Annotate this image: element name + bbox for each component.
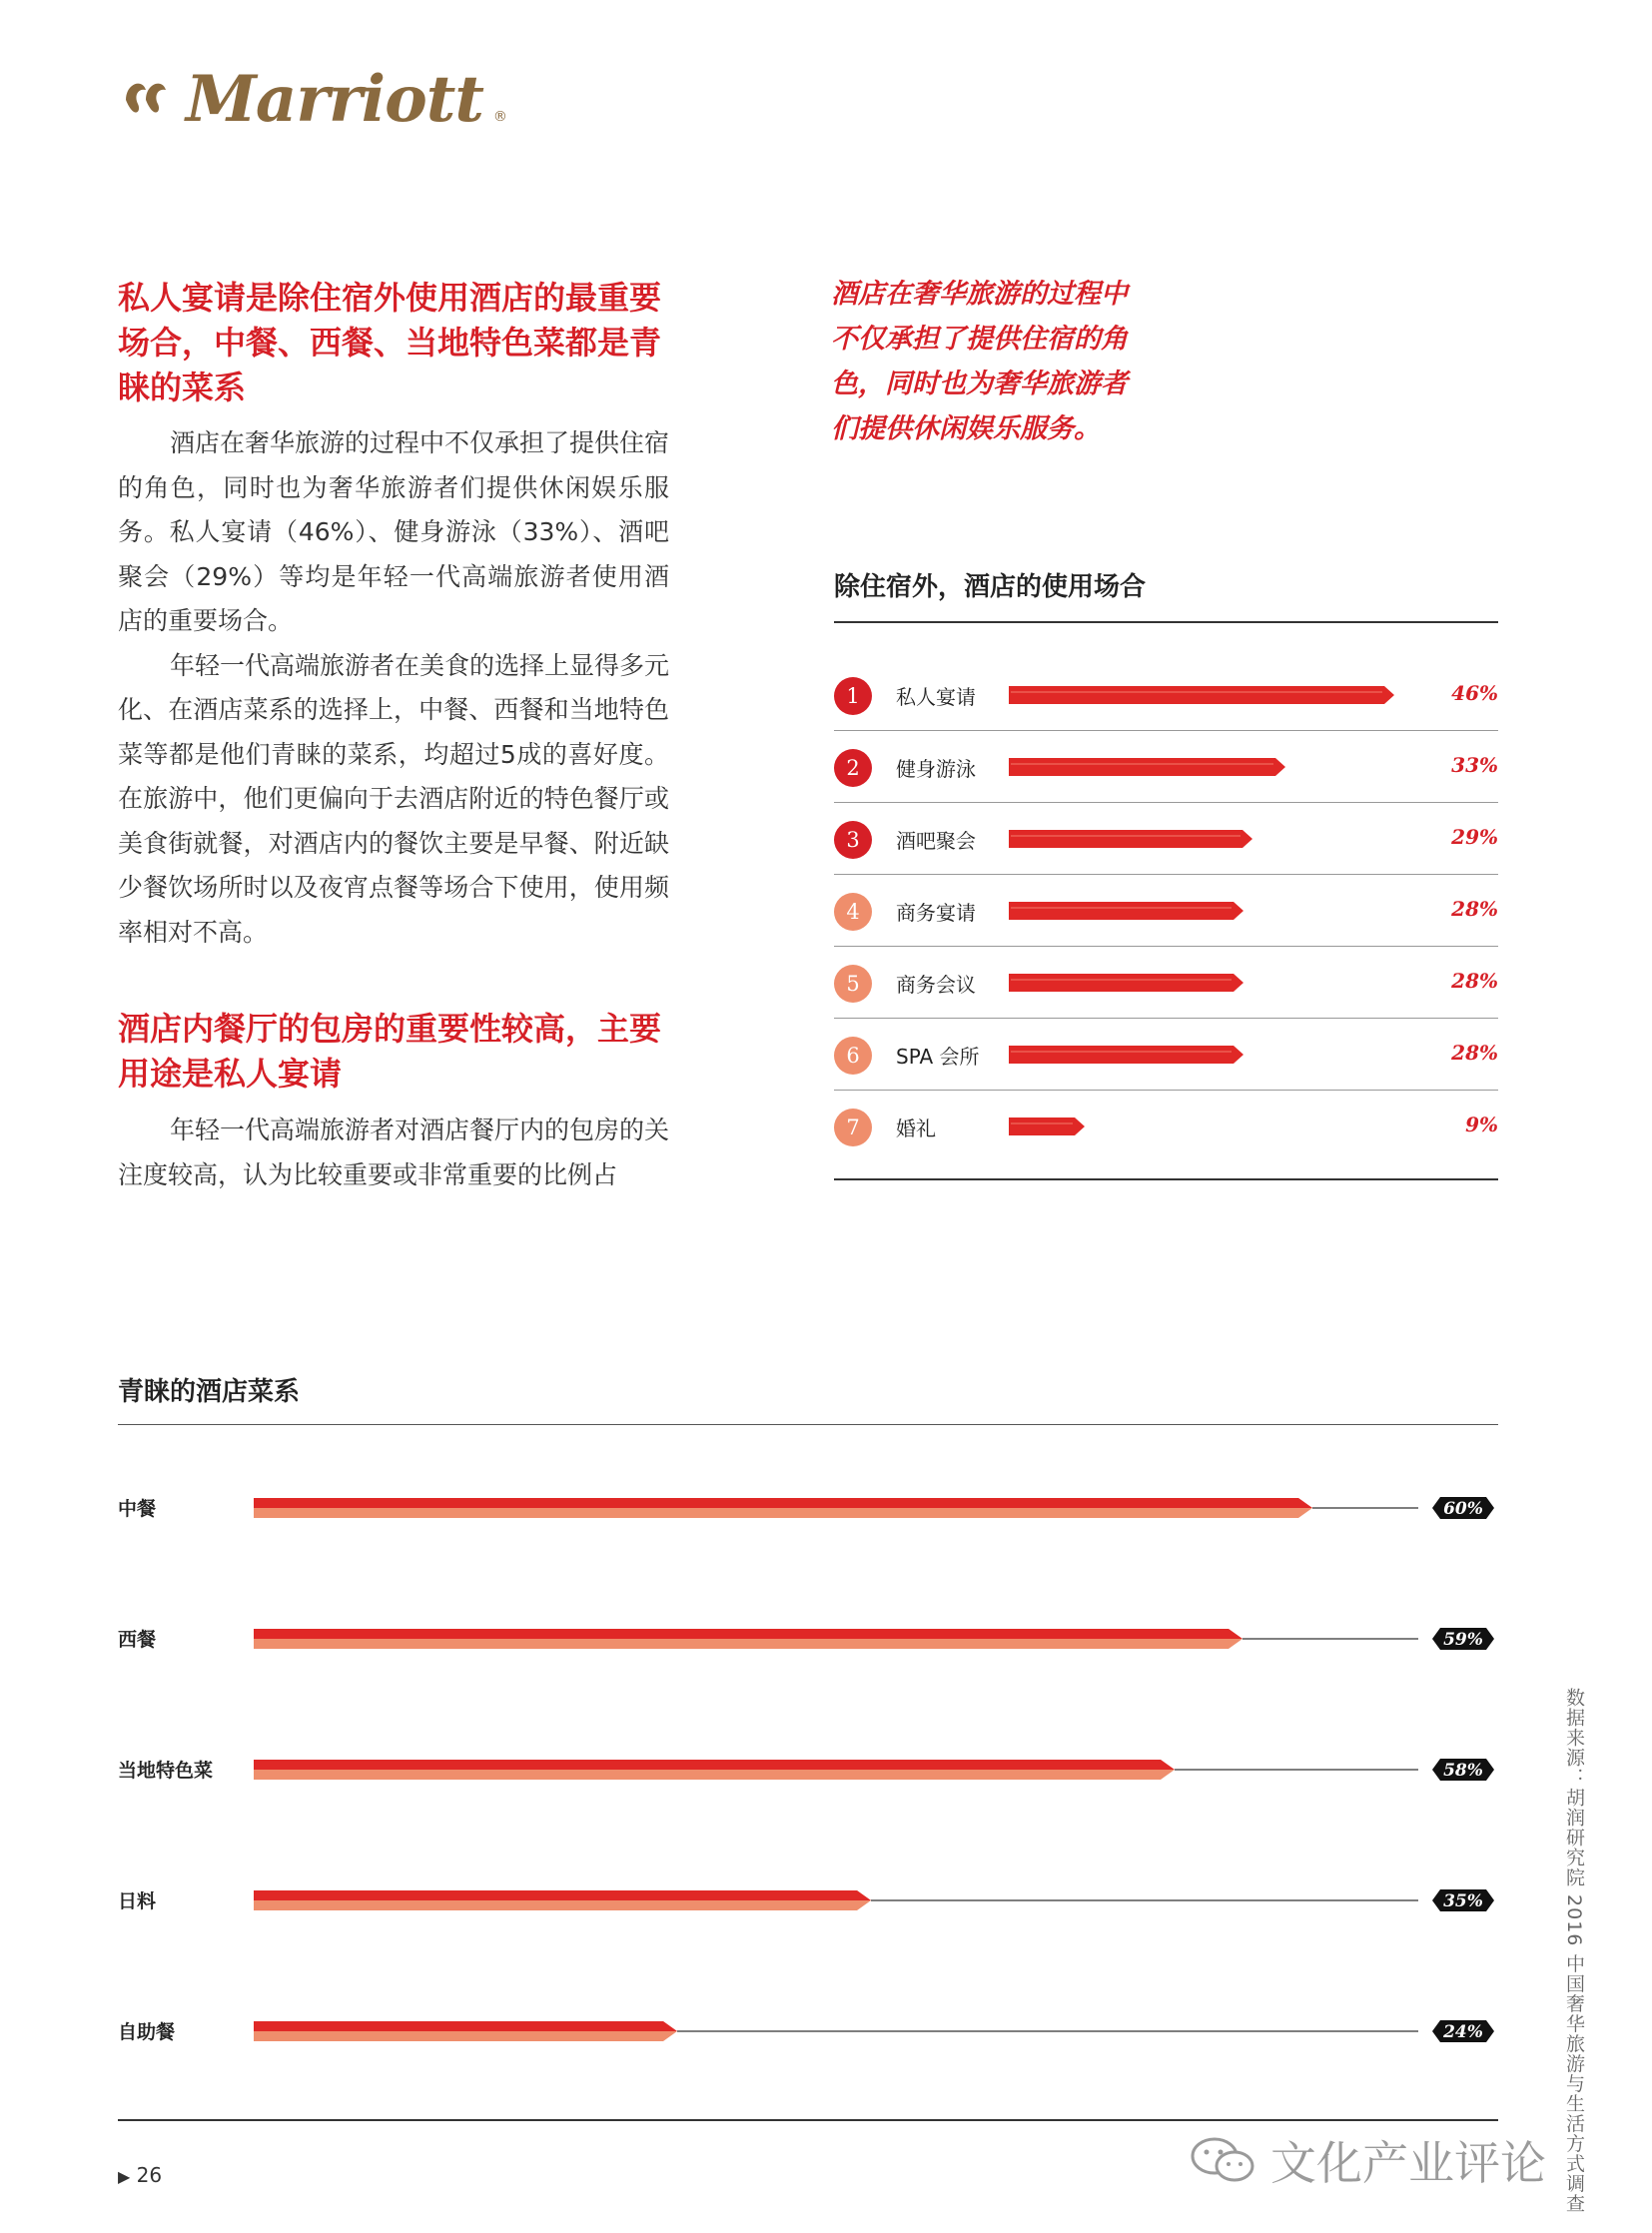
- section-heading-private-rooms: 酒店内餐厅的包房的重要性较高，主要用途是私人宴请: [118, 1010, 662, 1093]
- occasion-bar: [1009, 973, 1245, 993]
- wechat-icon: [1189, 2134, 1258, 2186]
- occasion-label: 商务会议: [896, 973, 976, 997]
- occasion-row: [834, 875, 1498, 947]
- cuisine-bar-group: [254, 1609, 1498, 1669]
- occasion-label: 健身游泳: [896, 757, 976, 781]
- cuisine-value-label: 24%: [1443, 2022, 1483, 2042]
- occasion-row: [834, 947, 1498, 1019]
- logo-wordmark: Marriott: [186, 62, 483, 137]
- watermark: [1189, 2127, 1546, 2193]
- cuisine-bar-group: [254, 1870, 1498, 1930]
- occasion-value-label: 33%: [1451, 753, 1498, 777]
- pull-quote: 酒店在奢华旅游的过程中不仅承担了提供住宿的角色，同时也为奢华旅游者们提供休闲娱乐服务。: [831, 279, 1128, 444]
- cuisine-row: [118, 1478, 1498, 1538]
- cuisine-value-label: 35%: [1443, 1891, 1483, 1911]
- occasion-row: [834, 731, 1498, 803]
- cuisine-bar-group: [254, 1478, 1498, 1538]
- occasion-value-label: 28%: [1451, 969, 1498, 993]
- occasion-value-label: 29%: [1451, 825, 1498, 849]
- occasion-bar-shape: [1009, 974, 1243, 992]
- occasion-label: 酒吧聚会: [896, 829, 976, 853]
- occasion-chart-top-rule: [834, 621, 1498, 623]
- registered-mark: ®: [492, 109, 507, 125]
- rank-badge: 7: [834, 1109, 872, 1146]
- occasion-bar: [1009, 1045, 1245, 1065]
- cuisine-bar-group: [254, 1740, 1498, 1800]
- cuisine-bar-upper: [254, 2021, 677, 2031]
- marriott-emblem-icon: [116, 70, 176, 130]
- cuisine-bar-upper: [254, 1498, 1312, 1508]
- cuisine-value-label: 60%: [1443, 1499, 1483, 1519]
- occasion-chart-title: 除住宿外，酒店的使用场合: [834, 572, 1147, 602]
- occasion-bar-shape: [1009, 1117, 1085, 1135]
- occasion-bar: [1009, 1116, 1087, 1136]
- rank-badge: 1: [834, 677, 872, 715]
- cuisine-row: [118, 1740, 1498, 1800]
- occasion-value-label: 46%: [1451, 681, 1498, 705]
- occasion-bar: [1009, 757, 1287, 777]
- occasion-value-label: 9%: [1465, 1113, 1498, 1136]
- paragraph-3: 年轻一代高端旅游者对酒店餐厅内的包房的关注度较高，认为比较重要或非常重要的比例占: [118, 1116, 670, 1189]
- paragraph-2: 年轻一代高端旅游者在美食的选择上显得多元化、在酒店菜系的选择上，中餐、西餐和当地特色菜等都是他们青睐的菜系，均超过5成的喜好度。在旅游中，他们更偏向于去酒店附近的特色餐厅或美食街就餐，对酒店内的餐饮主要是早餐、附近缺少餐饮场所时以及夜宵点餐等场合下使用，使用频率相对不高。: [118, 650, 670, 947]
- rank-badge: 2: [834, 749, 872, 787]
- cuisine-bar-upper: [254, 1629, 1242, 1639]
- paragraph-1: 酒店在奢华旅游的过程中不仅承担了提供住宿的角色，同时也为奢华旅游者们提供休闲娱乐服务。私人宴请（46%）、健身游泳（33%）、酒吧聚会（29%）等均是年轻一代高端旅游者使用酒店的重要场合。: [118, 428, 670, 635]
- cuisine-chart-title: 青睐的酒店菜系: [118, 1377, 301, 1407]
- occasion-bar-shape: [1009, 1046, 1243, 1064]
- cuisine-value-label: 58%: [1443, 1761, 1483, 1781]
- occasion-chart-bottom-rule: [834, 1178, 1498, 1180]
- cuisine-bar-upper: [254, 1890, 871, 1900]
- rank-badge: 3: [834, 821, 872, 859]
- rank-badge: 4: [834, 893, 872, 931]
- watermark-text: 文化产业评论: [1270, 2136, 1546, 2190]
- occasion-label: 商务宴请: [896, 901, 976, 925]
- cuisine-label: 当地特色菜: [118, 1760, 214, 1782]
- occasion-bar: [1009, 685, 1396, 705]
- occasion-row: [834, 659, 1498, 731]
- occasion-value-label: 28%: [1451, 1041, 1498, 1065]
- body-text-1: [118, 421, 669, 955]
- cuisine-label: 日料: [118, 1890, 157, 1912]
- occasion-bar-shape: [1009, 758, 1285, 776]
- page-number: [118, 2163, 162, 2187]
- cuisine-bar-upper: [254, 1760, 1175, 1770]
- occasion-value-label: 28%: [1451, 897, 1498, 921]
- cuisine-label: 自助餐: [118, 2021, 176, 2043]
- occasion-bar: [1009, 901, 1245, 921]
- occasion-row: [834, 1091, 1498, 1162]
- occasion-bar-shape: [1009, 686, 1394, 704]
- rank-badge: 5: [834, 965, 872, 1003]
- occasion-label: SPA 会所: [896, 1045, 980, 1069]
- rank-badge: 6: [834, 1037, 872, 1075]
- cuisine-row: [118, 1609, 1498, 1669]
- body-text-2: [118, 1109, 669, 1197]
- cuisine-label: 西餐: [118, 1629, 157, 1651]
- occasion-bar-shape: [1009, 902, 1243, 920]
- section-heading-private-dining: 私人宴请是除住宿外使用酒店的最重要场合，中餐、西餐、当地特色菜都是青睐的菜系: [118, 279, 662, 406]
- occasion-bar-shape: [1009, 830, 1252, 848]
- cuisine-row: [118, 2001, 1498, 2061]
- cuisine-label: 中餐: [118, 1498, 157, 1520]
- cuisine-chart-bottom-rule: [118, 2119, 1498, 2121]
- cuisine-chart-top-rule: [118, 1424, 1498, 1425]
- occasion-bar: [1009, 829, 1254, 849]
- cuisine-value-label: 59%: [1443, 1630, 1483, 1650]
- page-number-value: 26: [136, 2163, 163, 2187]
- cuisine-row: [118, 1870, 1498, 1930]
- occasion-label: 婚礼: [896, 1116, 936, 1140]
- occasion-row: [834, 803, 1498, 875]
- cuisine-bar-group: [254, 2001, 1498, 2061]
- occasion-row: [834, 1019, 1498, 1091]
- marriott-logo: [116, 62, 507, 137]
- triangle-icon: ▶: [118, 2167, 131, 2186]
- data-source-note: 数据来源：胡润研究院 2016 中国奢华旅游与生活方式调查: [1563, 1688, 1585, 2214]
- occasion-label: 私人宴请: [896, 685, 976, 709]
